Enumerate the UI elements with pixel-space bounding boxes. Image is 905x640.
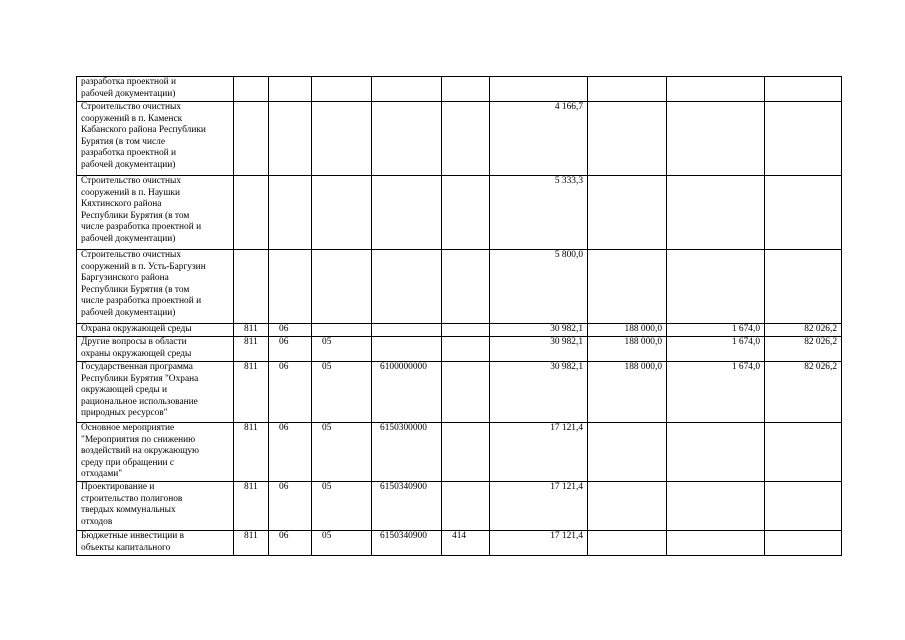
target-article-cell: 6150340900 — [372, 481, 442, 530]
amount-3-cell — [667, 77, 765, 102]
amount-4-cell — [765, 77, 842, 102]
subsection-code-cell: 05 — [312, 362, 372, 423]
target-article-cell — [372, 176, 442, 250]
expense-type-cell — [442, 250, 490, 324]
amount-4-cell — [765, 250, 842, 324]
subsection-code-cell — [312, 102, 372, 176]
amount-2-cell: 188 000,0 — [588, 337, 667, 362]
amount-1-cell: 5 333,3 — [490, 176, 588, 250]
target-article-cell — [372, 337, 442, 362]
grbs-code-cell: 811 — [234, 362, 269, 423]
amount-2-cell — [588, 176, 667, 250]
expense-type-cell — [442, 102, 490, 176]
amount-4-cell — [765, 530, 842, 555]
subsection-code-cell: 05 — [312, 530, 372, 555]
grbs-code-cell: 811 — [234, 423, 269, 482]
subsection-code-cell: 05 — [312, 423, 372, 482]
grbs-code-cell: 811 — [234, 530, 269, 555]
expense-type-cell — [442, 176, 490, 250]
table-row — [77, 77, 842, 102]
amount-3-cell: 1 674,0 — [667, 324, 765, 337]
amount-4-cell — [765, 102, 842, 176]
item-name-cell: Бюджетные инвестиции в объекты капитального — [77, 530, 234, 555]
section-code-cell: 06 — [269, 423, 312, 482]
target-article-cell — [372, 102, 442, 176]
subsection-code-cell — [312, 250, 372, 324]
expense-type-cell — [442, 362, 490, 423]
table-row — [77, 362, 842, 423]
amount-3-cell — [667, 250, 765, 324]
grbs-code-cell: 811 — [234, 337, 269, 362]
amount-3-cell — [667, 176, 765, 250]
expense-type-cell — [442, 423, 490, 482]
expense-type-cell: 414 — [442, 530, 490, 555]
grbs-code-cell: 811 — [234, 481, 269, 530]
amount-3-cell — [667, 481, 765, 530]
budget-table — [76, 76, 842, 556]
amount-4-cell — [765, 423, 842, 482]
amount-4-cell — [765, 176, 842, 250]
section-code-cell — [269, 102, 312, 176]
table-row — [77, 337, 842, 362]
section-code-cell: 06 — [269, 324, 312, 337]
item-name-cell: Другие вопросы в области охраны окружающей среды — [77, 337, 234, 362]
amount-3-cell: 1 674,0 — [667, 337, 765, 362]
section-code-cell: 06 — [269, 337, 312, 362]
item-name-cell: Государственная программа Республики Бурятия "Охрана окружающей среды и рациональное использование природных ресурсов" — [77, 362, 234, 423]
item-name-cell: Проектирование и строительство полигонов твердых коммунальных отходов — [77, 481, 234, 530]
subsection-code-cell — [312, 77, 372, 102]
amount-1-cell: 4 166,7 — [490, 102, 588, 176]
table-row — [77, 176, 842, 250]
amount-2-cell — [588, 250, 667, 324]
amount-2-cell: 188 000,0 — [588, 324, 667, 337]
amount-2-cell — [588, 530, 667, 555]
amount-3-cell — [667, 423, 765, 482]
target-article-cell — [372, 250, 442, 324]
amount-2-cell — [588, 77, 667, 102]
expense-type-cell — [442, 77, 490, 102]
table-row — [77, 530, 842, 555]
table-row — [77, 250, 842, 324]
amount-1-cell: 30 982,1 — [490, 324, 588, 337]
item-name-cell: Строительство очистных сооружений в п. Каменск Кабанского района Республики Бурятия (в том числе разработка проектной и рабочей документации) — [77, 102, 234, 176]
table-body — [77, 77, 842, 556]
item-name-cell: разработка проектной и рабочей документации) — [77, 77, 234, 102]
amount-2-cell: 188 000,0 — [588, 362, 667, 423]
table-row — [77, 324, 842, 337]
item-name-cell: Строительство очистных сооружений в п. Усть-Баргузин Баргузинского района Республики Бурятия (в том числе разработка проектной и рабочей документации) — [77, 250, 234, 324]
section-code-cell — [269, 176, 312, 250]
section-code-cell — [269, 250, 312, 324]
amount-2-cell — [588, 423, 667, 482]
table-row — [77, 423, 842, 482]
table-row — [77, 481, 842, 530]
item-name-cell: Строительство очистных сооружений в п. Наушки Кяхтинского района Республики Бурятия (в том числе разработка проектной и рабочей документации) — [77, 176, 234, 250]
amount-3-cell — [667, 530, 765, 555]
grbs-code-cell — [234, 176, 269, 250]
amount-4-cell: 82 026,2 — [765, 337, 842, 362]
amount-2-cell — [588, 102, 667, 176]
amount-3-cell — [667, 102, 765, 176]
target-article-cell: 6150300000 — [372, 423, 442, 482]
amount-1-cell: 30 982,1 — [490, 362, 588, 423]
grbs-code-cell — [234, 102, 269, 176]
amount-1-cell: 17 121,4 — [490, 481, 588, 530]
subsection-code-cell — [312, 176, 372, 250]
grbs-code-cell: 811 — [234, 324, 269, 337]
table-row — [77, 102, 842, 176]
section-code-cell: 06 — [269, 481, 312, 530]
amount-1-cell — [490, 77, 588, 102]
target-article-cell: 6150340900 — [372, 530, 442, 555]
amount-3-cell: 1 674,0 — [667, 362, 765, 423]
grbs-code-cell — [234, 77, 269, 102]
section-code-cell: 06 — [269, 362, 312, 423]
subsection-code-cell — [312, 324, 372, 337]
amount-2-cell — [588, 481, 667, 530]
item-name-cell: Охрана окружающей среды — [77, 324, 234, 337]
subsection-code-cell: 05 — [312, 481, 372, 530]
amount-1-cell: 17 121,4 — [490, 423, 588, 482]
amount-4-cell: 82 026,2 — [765, 362, 842, 423]
subsection-code-cell: 05 — [312, 337, 372, 362]
amount-4-cell — [765, 481, 842, 530]
amount-1-cell: 17 121,4 — [490, 530, 588, 555]
grbs-code-cell — [234, 250, 269, 324]
item-name-cell: Основное мероприятие "Мероприятия по снижению воздействий на окружающую среду при обращении с отходами" — [77, 423, 234, 482]
target-article-cell: 6100000000 — [372, 362, 442, 423]
amount-1-cell: 30 982,1 — [490, 337, 588, 362]
target-article-cell — [372, 324, 442, 337]
expense-type-cell — [442, 481, 490, 530]
expense-type-cell — [442, 337, 490, 362]
amount-4-cell: 82 026,2 — [765, 324, 842, 337]
section-code-cell: 06 — [269, 530, 312, 555]
target-article-cell — [372, 77, 442, 102]
section-code-cell — [269, 77, 312, 102]
amount-1-cell: 5 800,0 — [490, 250, 588, 324]
expense-type-cell — [442, 324, 490, 337]
